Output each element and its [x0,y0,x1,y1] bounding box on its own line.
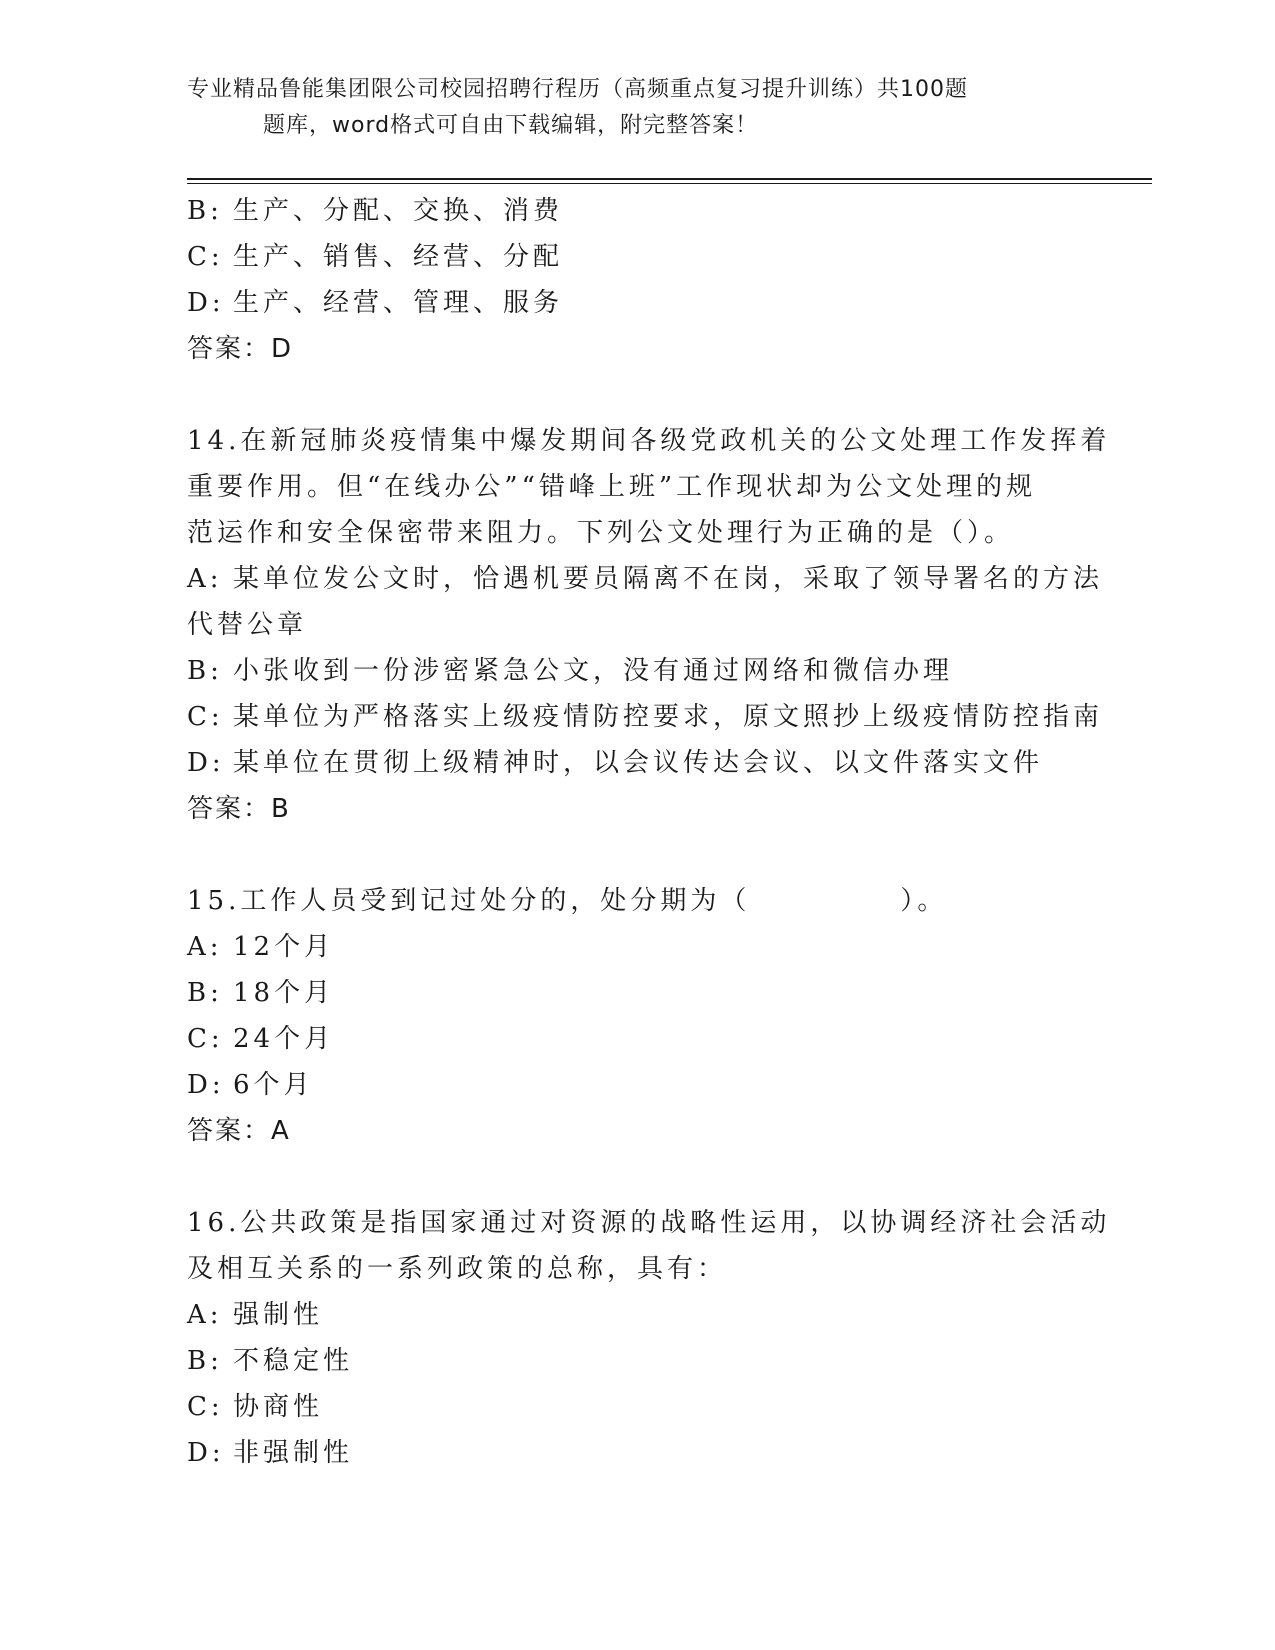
option-text: 18个月 [233,978,335,1008]
question-stem-line: 及相互关系的一系列政策的总称，具有： [187,1254,728,1284]
answer-line: 答案：A [187,1116,291,1146]
question-14 [187,418,1111,832]
option-key: C: [187,242,224,272]
option-c [187,234,1087,280]
option-text: 生产、销售、经营、分配 [233,242,564,272]
question-stem-line: 14.在新冠肺炎疫情集中爆发期间各级党政机关的公文处理工作发挥着 [187,426,1111,456]
option-key: A: [187,564,223,594]
option-key: D: [187,1438,225,1468]
answer-line: 答案：D [187,334,294,364]
question-stem-line: 16.公共政策是指国家通过对资源的战略性运用，以协调经济社会活动 [187,1208,1111,1238]
option-c [187,1016,1087,1062]
option-text: 24个月 [233,1024,335,1054]
option-d [187,280,1087,326]
document-body [187,188,1111,1476]
option-a-continuation: 代替公章 [187,610,308,640]
option-d [187,1062,1087,1108]
header-title-line1: 专业精品鲁能集团限公司校园招聘行程历（高频重点复习提升训练）共100题 [187,77,968,102]
question-stem-line: 范运作和安全保密带来阻力。下列公文处理行为正确的是（）。 [187,518,1015,548]
option-key: D: [187,1070,225,1100]
option-c [187,694,1104,740]
option-key: A: [187,1300,223,1330]
option-b [187,970,1087,1016]
option-key: D: [187,748,225,778]
question-15 [187,878,1087,1154]
option-key: B: [187,978,223,1008]
option-text: 协商性 [233,1392,324,1422]
option-text: 生产、分配、交换、消费 [233,196,564,226]
option-text: 某单位在贯彻上级精神时，以会议传达会议、以文件落实文件 [233,748,1044,778]
option-key: C: [187,702,224,732]
option-text: 某单位发公文时，恰遇机要员隔离不在岗，采取了领导署名的方法 [233,564,1104,594]
question-16 [187,1200,1111,1476]
option-b [187,188,1087,234]
option-text: 某单位为严格落实上级疫情防控要求，原文照抄上级疫情防控指南 [233,702,1104,732]
option-text: 12个月 [233,932,335,962]
option-key: B: [187,1346,223,1376]
option-key: D: [187,288,225,318]
option-a [187,1292,1087,1338]
option-key: A: [187,932,223,962]
option-text: 强制性 [233,1300,324,1330]
document-header [187,72,1087,144]
answer-line: 答案：B [187,794,291,824]
option-d [187,740,1087,786]
option-text: 不稳定性 [233,1346,354,1376]
option-c [187,1384,1087,1430]
option-key: B: [187,196,223,226]
question-stem-line: 重要作用。但“在线办公”“错峰上班”工作现状却为公文处理的规 [187,472,1037,502]
header-title-line2: 题库，word格式可自由下载编辑，附完整答案！ [263,113,759,138]
option-text: 6个月 [233,1070,314,1100]
option-text: 非强制性 [233,1438,354,1468]
option-text: 小张收到一份涉密紧急公文，没有通过网络和微信办理 [233,656,954,686]
spacer [187,1154,1087,1200]
spacer [187,372,1087,418]
option-text: 生产、经营、管理、服务 [233,288,564,318]
option-d [187,1430,1087,1476]
option-b [187,1338,1087,1384]
option-a [187,924,1087,970]
option-key: C: [187,1392,224,1422]
question-stem-line: 15.工作人员受到记过处分的，处分期为（ ）。 [187,886,948,916]
question-13-tail [187,188,1087,372]
option-a [187,556,1104,602]
option-b [187,648,1087,694]
header-rule-thick [187,178,1152,180]
option-key: C: [187,1024,224,1054]
spacer [187,832,1087,878]
header-rule-thin [187,183,1152,184]
option-key: B: [187,656,223,686]
